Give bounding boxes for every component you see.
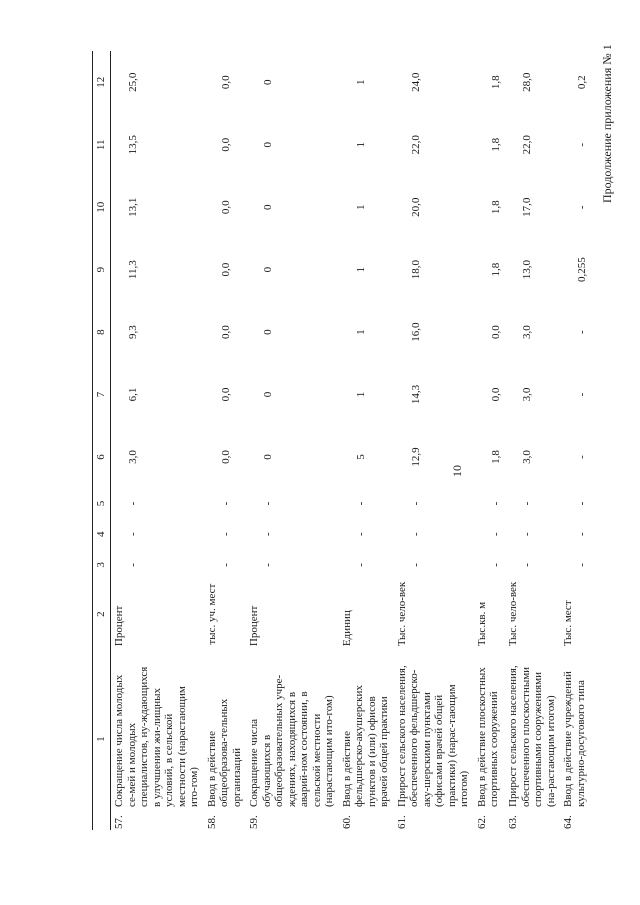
value-cell: 5	[354, 454, 367, 460]
value-cell: 0,0	[489, 387, 502, 402]
value-cell: 0,0	[219, 387, 232, 402]
header-row	[93, 51, 111, 830]
value-cell: 3,0	[127, 450, 139, 464]
value-cell: 22,0	[409, 135, 422, 155]
value-cell: 0,0	[489, 325, 502, 339]
unit-cell: Процент	[248, 605, 260, 647]
col-header: 2	[93, 580, 111, 648]
value-cell: 18,0	[409, 260, 422, 280]
indicator-name: Ввод в действие плоскостных спортивных сооружений	[475, 667, 500, 807]
value-cell: -	[576, 501, 588, 506]
value-cell: -	[576, 142, 588, 147]
indicator-cell	[204, 648, 247, 830]
value-cell: -	[262, 501, 274, 506]
indicator-cell	[505, 648, 560, 830]
indicator-table	[92, 51, 592, 830]
value-cell: 14,3	[409, 384, 422, 405]
value-cell: -	[409, 501, 422, 506]
row-number: 59.	[248, 815, 260, 829]
col-header: 9	[93, 238, 111, 300]
value-cell: 0	[262, 79, 274, 86]
value-cell: -	[521, 563, 533, 567]
value-cell: -	[127, 532, 139, 537]
table-row	[474, 51, 506, 830]
value-cell: 1,8	[489, 450, 502, 464]
value-cell: -	[489, 563, 502, 567]
value-cell: 0	[262, 391, 274, 398]
value-cell: 1	[354, 266, 367, 273]
value-cell: -	[576, 205, 588, 210]
table-row	[246, 51, 339, 830]
table-row	[505, 51, 560, 830]
value-cell: 0	[262, 454, 274, 460]
value-cell: 0,2	[576, 75, 588, 90]
col-header: 7	[93, 363, 111, 425]
table-row	[560, 51, 592, 830]
row-number: 61.	[395, 815, 408, 829]
indicator-name: Ввод в действие фельдшерско-акушерских пунктов и (или) офисов врачей общей практики	[340, 685, 390, 807]
value-cell: -	[354, 532, 367, 537]
value-cell: 3,0	[521, 450, 533, 464]
table-row	[394, 51, 474, 830]
indicator-cell	[111, 648, 204, 830]
value-cell: 0,0	[219, 75, 232, 90]
indicator-name: Прирост сельского населения, обеспеченного фельдшерско-аку-шерскими пунктами (офисами врачей общей практики) (нарас-тающим итогом)	[395, 665, 470, 807]
value-cell: 1	[354, 142, 367, 148]
value-cell: -	[262, 563, 274, 567]
unit-cell: Единиц	[340, 610, 353, 647]
col-header: 10	[93, 176, 111, 238]
value-cell: 9,3	[127, 325, 139, 339]
value-cell: 1,8	[489, 75, 502, 90]
unit-cell: Процент	[113, 605, 125, 647]
row-number: 57.	[113, 815, 125, 829]
value-cell: 13,5	[127, 135, 139, 155]
table-row	[204, 51, 247, 830]
value-cell: -	[521, 532, 533, 537]
value-cell: -	[262, 532, 274, 537]
value-cell: -	[127, 563, 139, 567]
value-cell: -	[576, 392, 588, 397]
col-header: 11	[93, 114, 111, 176]
unit-cell: Тыс. чело-век	[395, 581, 408, 647]
value-cell: -	[354, 501, 367, 506]
value-cell: 0,0	[219, 137, 232, 152]
value-cell: 12,9	[409, 447, 422, 467]
value-cell: -	[576, 532, 588, 537]
value-cell: -	[354, 563, 367, 567]
col-header: 3	[93, 550, 111, 581]
value-cell: -	[219, 501, 232, 506]
unit-cell: Тыс. мест	[562, 600, 574, 647]
value-cell: 1	[354, 204, 367, 210]
indicator-name: Ввод в действие общеобразова-тельных организаций	[205, 698, 243, 807]
value-cell: 3,0	[521, 387, 533, 402]
value-cell: -	[521, 501, 533, 506]
value-cell: -	[409, 563, 422, 567]
value-cell: -	[127, 501, 139, 506]
unit-cell: тыс. уч. мест	[205, 583, 218, 645]
value-cell: -	[489, 501, 502, 506]
value-cell: 0	[262, 329, 274, 335]
value-cell: 28,0	[521, 72, 533, 92]
value-cell: -	[576, 330, 588, 334]
indicator-cell	[394, 648, 474, 830]
value-cell: 0,0	[219, 200, 232, 215]
value-cell: -	[219, 563, 232, 567]
value-cell: 3,0	[521, 325, 533, 339]
value-cell: 11,3	[127, 260, 139, 280]
row-number: 63.	[507, 815, 519, 829]
value-cell: 0	[262, 142, 274, 148]
value-cell: 1,8	[489, 137, 502, 152]
col-header: 4	[93, 519, 111, 550]
value-cell: 22,0	[521, 135, 533, 155]
value-cell: 24,0	[409, 72, 422, 92]
col-header: 12	[93, 51, 111, 114]
value-cell: -	[489, 532, 502, 537]
row-number: 64.	[562, 815, 574, 829]
value-cell: 20,0	[409, 197, 422, 217]
row-number: 60.	[340, 815, 353, 829]
value-cell: 1	[354, 391, 367, 398]
value-cell: -	[576, 455, 588, 459]
indicator-name: Ввод в действие учреждений культурно-досугового типа	[562, 671, 587, 807]
value-cell: 16,0	[409, 322, 422, 342]
value-cell: 0,0	[219, 325, 232, 339]
value-cell: 1	[354, 329, 367, 335]
value-cell: 13,0	[521, 260, 533, 280]
indicator-cell	[560, 648, 592, 830]
indicator-cell	[246, 648, 339, 830]
col-header: 6	[93, 426, 111, 488]
value-cell: 13,1	[127, 197, 139, 217]
indicator-name: Прирост сельского населения, обеспеченного плоскостными спортивными сооружениями (на-растающим итогом)	[507, 665, 557, 807]
value-cell: 6,1	[127, 387, 139, 402]
page-number: 10	[450, 465, 464, 477]
value-cell: 0,0	[219, 262, 232, 277]
value-cell: 25,0	[127, 72, 139, 92]
value-cell: 0,0	[219, 450, 232, 464]
value-cell: -	[219, 532, 232, 537]
value-cell: 0,255	[576, 257, 588, 283]
value-cell: 1,8	[489, 200, 502, 215]
row-number: 58.	[205, 815, 218, 829]
value-cell: 17,0	[521, 197, 533, 217]
indicator-name: Сокращение числа обучающихся в общеобразовательных учре-ждениях, находящихся в аварий-ном состоянии, в сельской местности (нарастающим ито-гом)	[248, 674, 335, 807]
value-cell: 1,8	[489, 262, 502, 277]
value-cell: -	[409, 532, 422, 537]
value-cell: 1	[354, 79, 367, 86]
col-header: 1	[93, 648, 111, 830]
col-header: 5	[93, 488, 111, 519]
indicator-cell	[474, 648, 506, 830]
continuation-label: Продолжение приложения № 1	[600, 44, 614, 203]
indicator-cell	[339, 648, 394, 830]
unit-cell: Тыс.кв. м	[475, 601, 488, 647]
unit-cell: Тыс. чело-век	[507, 581, 519, 647]
indicator-name: Сокращение числа молодых се-мей и молодых специалистов, ну-ждающихся в улучшении жи-лищных условий, в сельской местности (нарастающим ито-гом)	[113, 666, 200, 807]
table-row	[111, 51, 204, 830]
value-cell: 0	[262, 204, 274, 210]
col-header: 8	[93, 301, 111, 363]
row-number: 62.	[475, 815, 488, 829]
value-cell: -	[576, 563, 588, 567]
table-row	[339, 51, 394, 830]
value-cell: 0	[262, 266, 274, 273]
